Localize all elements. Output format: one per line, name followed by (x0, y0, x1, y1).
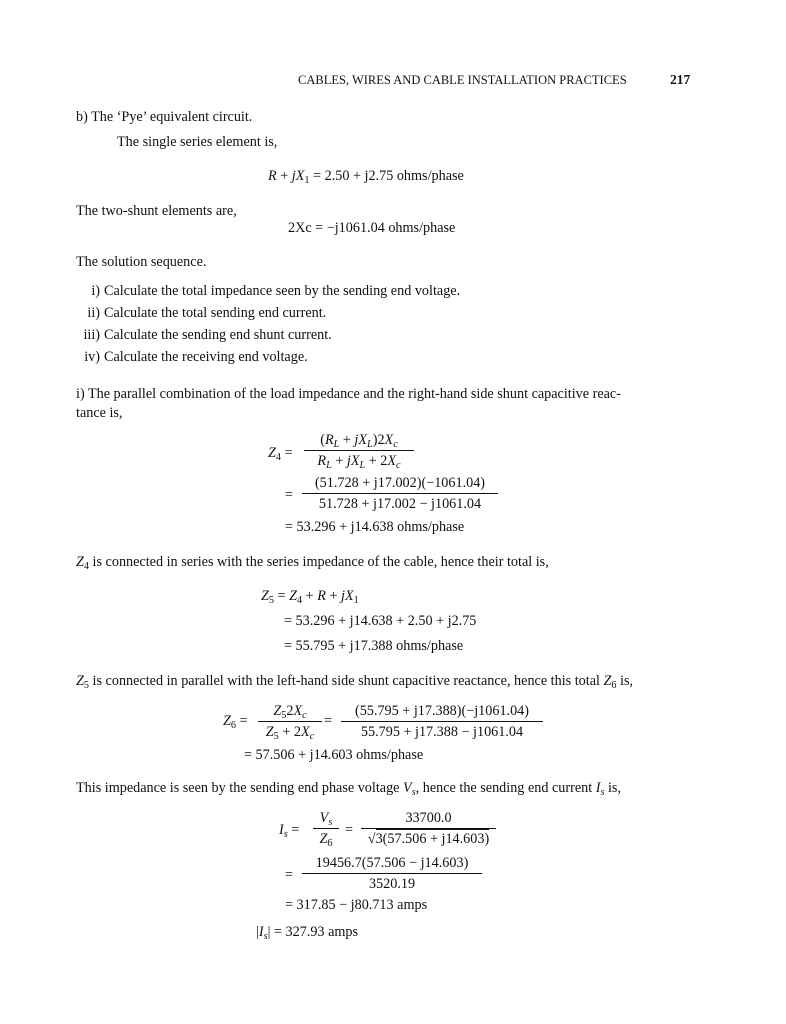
equals-sign: = (285, 487, 294, 503)
is-expanded-fraction: $\frac{19456.7(57.506 - j14.603)}{3520.19}$ (302, 856, 482, 891)
z5-result: = 55.795 + j17.388 ohms/phase (284, 638, 464, 654)
series-element-equation: $R + jX_1 = 2.50 + j2.75$ ohms/phase (268, 168, 464, 186)
page-number: 217 (670, 72, 691, 87)
solution-sequence-intro: The solution sequence. (76, 254, 207, 270)
z6-label: $Z_6$ = (223, 713, 248, 731)
step-text: Calculate the sending end shunt current. (104, 327, 332, 343)
shunt-elements-intro: The two-shunt elements are, (76, 203, 237, 219)
is-label: $I_s$ = (279, 822, 300, 840)
z4-result: = 53.296 + j14.638 ohms/phase (285, 519, 465, 535)
z4-series-paragraph: $Z_4$ is connected in series with the series impedance of the cable, hence their total is, (76, 554, 549, 572)
z6-result: = 57.506 + j14.603 ohms/phase (244, 747, 424, 763)
z4-symbolic-fraction: $(R_L + jX_L)2X_c$ $R_L + jX_L + 2X_c$ (304, 433, 414, 468)
is-magnitude: $|I_s| = 327.93$ amps (256, 924, 359, 942)
step-text: Calculate the total sending end current. (104, 305, 327, 321)
sending-end-paragraph: This impedance is seen by the sending end phase voltage $V_s$, hence the sending end current $I_s$ is, (76, 780, 621, 798)
z6-symbolic-fraction: $\frac{Z_52X_c}{Z_5 + 2X_c}$ (258, 704, 322, 739)
equals-sign: = (345, 822, 354, 838)
step-number: iii) (83, 327, 100, 343)
step-number: i) (91, 283, 100, 299)
z4-numeric-fraction: $\frac{(51.728 + j17.002)(-1061.04)}{51.728 + j17.002 - j1061.04}$ (302, 476, 498, 511)
section-heading: b) The ‘Pye’ equivalent circuit. (76, 109, 253, 125)
step-number: ii) (87, 305, 100, 321)
z5-parallel-paragraph: $Z_5$ is connected in parallel with the left-hand side shunt capacitive reactance, hence this total $Z_6$ is, (76, 673, 634, 691)
step-text: Calculate the receiving end voltage. (104, 349, 308, 365)
is-numeric-fraction: $\frac{33700.0}{√3(57.506 + j14.603)}$ (361, 811, 496, 846)
step-number: iv) (84, 349, 100, 365)
shunt-elements-equation: 2Xc = −j1061.04 ohms/phase (288, 220, 456, 236)
paragraph-line: tance is, (76, 405, 123, 421)
z5-equation-line: = 53.296 + j14.638 + 2.50 + j2.75 (284, 613, 477, 629)
z4-label: $Z_4$ = (268, 445, 293, 463)
series-element-intro: The single series element is, (117, 134, 278, 150)
equals-sign: = (285, 867, 294, 883)
paragraph-line: i) The parallel combination of the load impedance and the right-hand side shunt capacitive reac- (76, 386, 621, 402)
running-header-title: CABLES, WIRES AND CABLE INSTALLATION PRACTICES (298, 73, 627, 87)
is-symbolic-fraction: $\frac{V_s}{Z_6}$ (313, 811, 339, 846)
step-text: Calculate the total impedance seen by the sending end voltage. (104, 283, 461, 299)
is-result: = 317.85 − j80.713 amps (285, 897, 428, 913)
z5-equation: $Z_5 = Z_4 + R + jX_1$ (261, 588, 359, 606)
z6-numeric-fraction: $\frac{(55.795 + j17.388)(-j1061.04)}{55.795 + j17.388 - j1061.04}$ (341, 704, 543, 739)
equals-sign: = (324, 713, 333, 729)
